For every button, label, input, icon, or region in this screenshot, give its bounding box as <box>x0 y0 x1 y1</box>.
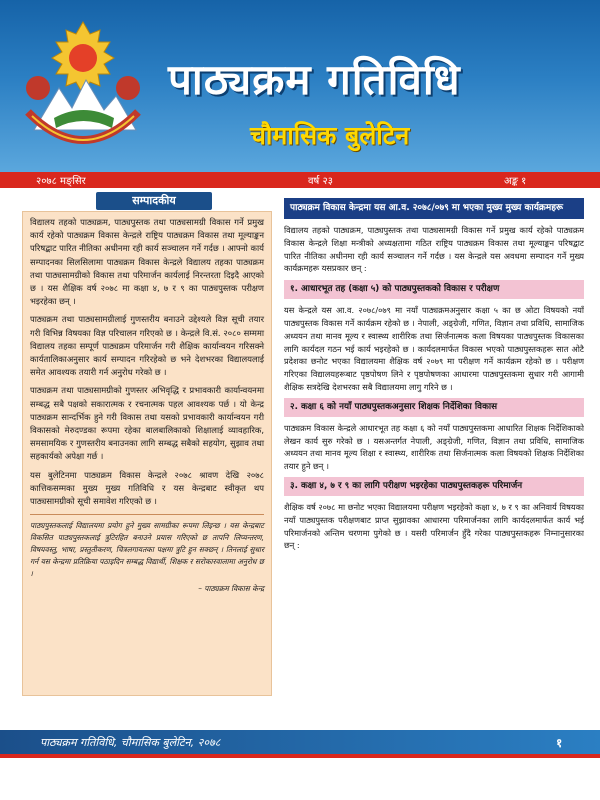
editorial-note: पाठ्यपुस्तकलाई विद्यालयमा प्रयोग हुने मुख्य सामग्रीका रूपमा लिइन्छ । यस केन्द्रबाट विकसित पाठ्यपुस्तकलाई त्रुटिरहित बनाउने प्रयास गरिएको छ तापनि लिप्यन्तरण, विषयवस्तु, भाषा, प्रस्तुतीकरण, चित्रलगायतका पक्षमा त्रुटि हुन सक्छन् । तिनलाई सुधार गर्न यस केन्द्रमा प्रतिक्रिया पठाइदिन सम्बद्ध विद्यार्थी, शिक्षक र सरोकारवालामा अनुरोध छ । <box>30 514 264 580</box>
issue-info-bar <box>0 172 600 188</box>
issue-number: अङ्क १ <box>504 176 527 187</box>
bulletin-title: पाठ्यक्रम गतिविधि <box>168 55 461 104</box>
editorial-paragraph: यस बुलेटिनमा पाठ्यक्रम विकास केन्द्रले २०७८ श्रावण देखि २०७८ कात्तिकसम्मका मुख्य मुख्य गतिविधि र यस केन्द्रबाट स्वीकृत थप पाठ्यसामग्रीको सूची समावेश गरिएको छ । <box>30 469 264 507</box>
masthead <box>0 0 600 172</box>
article-intro: विद्यालय तहको पाठ्यक्रम, पाठ्यपुस्तक तथा पाठ्यसामग्री विकास गर्ने प्रमुख कार्य रहेको पाठ्यक्रम विकास केन्द्रले शिक्षा मन्त्रीको अध्यक्षतामा गठित राष्ट्रिय पाठ्यक्रम विकास तथा मूल्याङ्कन परिषद्बाट पारित नीतिका अधीनमा रही कार्य सञ्चालन गर्ने गर्दछ । यस केन्द्रले यस अवधमा सम्पादन गर्ने मुख्य कार्यक्रमहरू यसप्रकार छन् : <box>284 225 584 274</box>
editorial-paragraph: विद्यालय तहको पाठ्यक्रम, पाठ्यपुस्तक तथा पाठ्यसामग्री विकास गर्ने प्रमुख कार्य रहेको पाठ्यक्रम विकास केन्द्रले राष्ट्रिय पाठ्यक्रम विकास तथा मूल्याङ्कन परिषद्बाट पारित नीतिका अधीनमा रही कार्य सञ्चालन गर्ने गर्दछ । आफ्नो कार्य सम्पादनका सिलसिलामा पाठ्यक्रम विकास केन्द्रले विद्यालय तहका पाठ्यक्रम तथा पाठ्यसामग्रीको विकास तथा परिमार्जन कार्यलाई निरन्तरता दिइदै आएको छ । यस शैक्षिक वर्ष २०७८ मा कक्षा ४, ७ र ९ का पाठ्यपुस्तक परीक्षण भइरहेका छन् । <box>30 217 264 307</box>
section-body: शैक्षिक वर्ष २०७८ मा छनोट भएका विद्यालयमा परीक्षण भइरहेको कक्षा ४, ७ र ९ का अनिवार्य विषयका नयाँ पाठ्यपुस्तक परीक्षणबाट प्राप्त सुझावका आधारमा परिमार्जनका लागि कार्यदलमार्फत कार्य भई परिमार्जनको अन्तिम चरणमा पुगेको छ । यसरी परिमार्जन हुँदै गरेका पाठ्यपुस्तकहरू निम्नानुसारका छन् : <box>284 501 584 551</box>
article-column <box>284 198 584 698</box>
section-heading: १. आधारभूत तह (कक्षा ५) को पाठ्यपुस्तकको विकास र परीक्षण <box>284 280 584 299</box>
section-body: यस केन्द्रले यस आ.व. २०७८/०७९ मा नयाँ पाठ्यक्रमअनुसार कक्षा ५ का छ ओटा विषयको नयाँ पाठ्यपुस्तक विकास गर्ने कार्यक्रम रहेको छ । नेपाली, अङ्ग्रेजी, गणित, विज्ञान तथा प्रविधि, सामाजिक अध्ययन तथा मानव मूल्य र स्वास्थ्य शारीरिक तथा सिर्जनात्मक कला विषयका पाठ्यपुस्तक विकासका लागि कार्यदल गठन भई कार्य भइरहेको छ । कार्यदलमार्फत विकास भएको पाठ्यपुस्तकहरू सात ओटै प्रदेशका छनोट भएका विद्यालयमा शैक्षिक वर्ष २०७९ मा परीक्षण गर्ने कार्यक्रम रहेको छ । परीक्षण गरिएका विद्यालयहरूबाट पृष्ठपोषण लिने र पृष्ठपोषणका आधारमा पाठ्यपुस्तकमा सुधार गरी आगामी शैक्षिक सत्रदेखि देशभरका सबै विद्यालयमा लागु गरिने छ । <box>284 305 584 392</box>
section-heading: ३. कक्षा ४, ७ र ९ का लागि परीक्षण भइरहेका पाठ्यपुस्तकहरू परिमार्जन <box>284 477 584 496</box>
issue-year: वर्ष २३ <box>308 176 333 187</box>
editorial-signature: – पाठ्यक्रम विकास केन्द्र <box>198 584 264 594</box>
section-heading: २. कक्षा ६ को नयाँ पाठ्यपुस्तकअनुसार शिक्षक निर्देशिका विकास <box>284 398 584 417</box>
bulletin-subtitle: चौमासिक बुलेटिन <box>250 121 410 150</box>
article-title: पाठ्यक्रम विकास केन्द्रमा यस आ.व. २०७८/०७९ मा भएका मुख्य मुख्य कार्यक्रमहरू <box>284 198 584 219</box>
editorial-paragraph: पाठ्यक्रम तथा पाठ्यसामग्रीको गुणस्तर अभिवृद्धि र प्रभावकारी कार्यान्वयनमा सम्बद्ध सबै पक्षको सकारात्मक र रचनात्मक पहल आवश्यक पर्छ । यो केन्द्र पाठ्यक्रम सान्दर्भिक हुने गरी विकास तथा यसको प्रभावकारी कार्यान्वयन गरी विकासको मेरुदण्डका रूपमा रहेका बालबालिकाको शिक्षालाई व्यावहारिक, समसामयिक र गुणस्तरीय बनाउनका लागि सम्बद्ध सबैको सहयोग, सुझाव तथा सहकार्यको अपेक्षा गर्छ । <box>30 385 264 462</box>
page-footer <box>0 730 600 754</box>
page-number: १ <box>556 736 563 750</box>
editorial-heading: सम्पादकीय <box>96 192 212 210</box>
editorial-paragraph: पाठ्यक्रम तथा पाठ्यसामग्रीलाई गुणस्तरीय बनाउने उद्देश्यले विज्ञ सूची तयार गरी विभिन्न विषयका विज्ञ परिचालन गरिएको छ । केन्द्रले वि.सं. २०८० सम्ममा विद्यालय तहका सम्पूर्ण पाठ्यक्रम परिमार्जन गरी शैक्षिक कार्यान्वयन गरिसक्ने कार्यतालिकाअनुसार कार्य सम्पादन गरिरहेको छ भने देशभरका विद्यालयलाई समेत आवश्यक तयारी गर्न अनुरोध गरेको छ । <box>30 314 264 378</box>
footer-rule <box>0 754 600 758</box>
issue-date: २०७८ मङ्सिर <box>36 176 86 187</box>
editorial-box <box>22 211 272 696</box>
footer-text: पाठ्यक्रम गतिविधि, चौमासिक बुलेटिन, २०७८ <box>40 736 221 749</box>
nepal-government-emblem-icon <box>14 18 152 158</box>
section-body: पाठ्यक्रम विकास केन्द्रले आधारभूत तह कक्षा ६ को नयाँ पाठ्यपुस्तकमा आधारित शिक्षक निर्देशिकाको लेखन कार्य सुरु गरेको छ । यसअन्तर्गत नेपाली, अङ्ग्रेजी, गणित, विज्ञान तथा प्रविधि, सामाजिक अध्ययन तथा मानव मूल्य शिक्षा र स्वास्थ्य, शारीरिक तथा सिर्जनात्मक कला विषयको शिक्षक निर्देशिका तयार हुने छन् । <box>284 422 584 472</box>
